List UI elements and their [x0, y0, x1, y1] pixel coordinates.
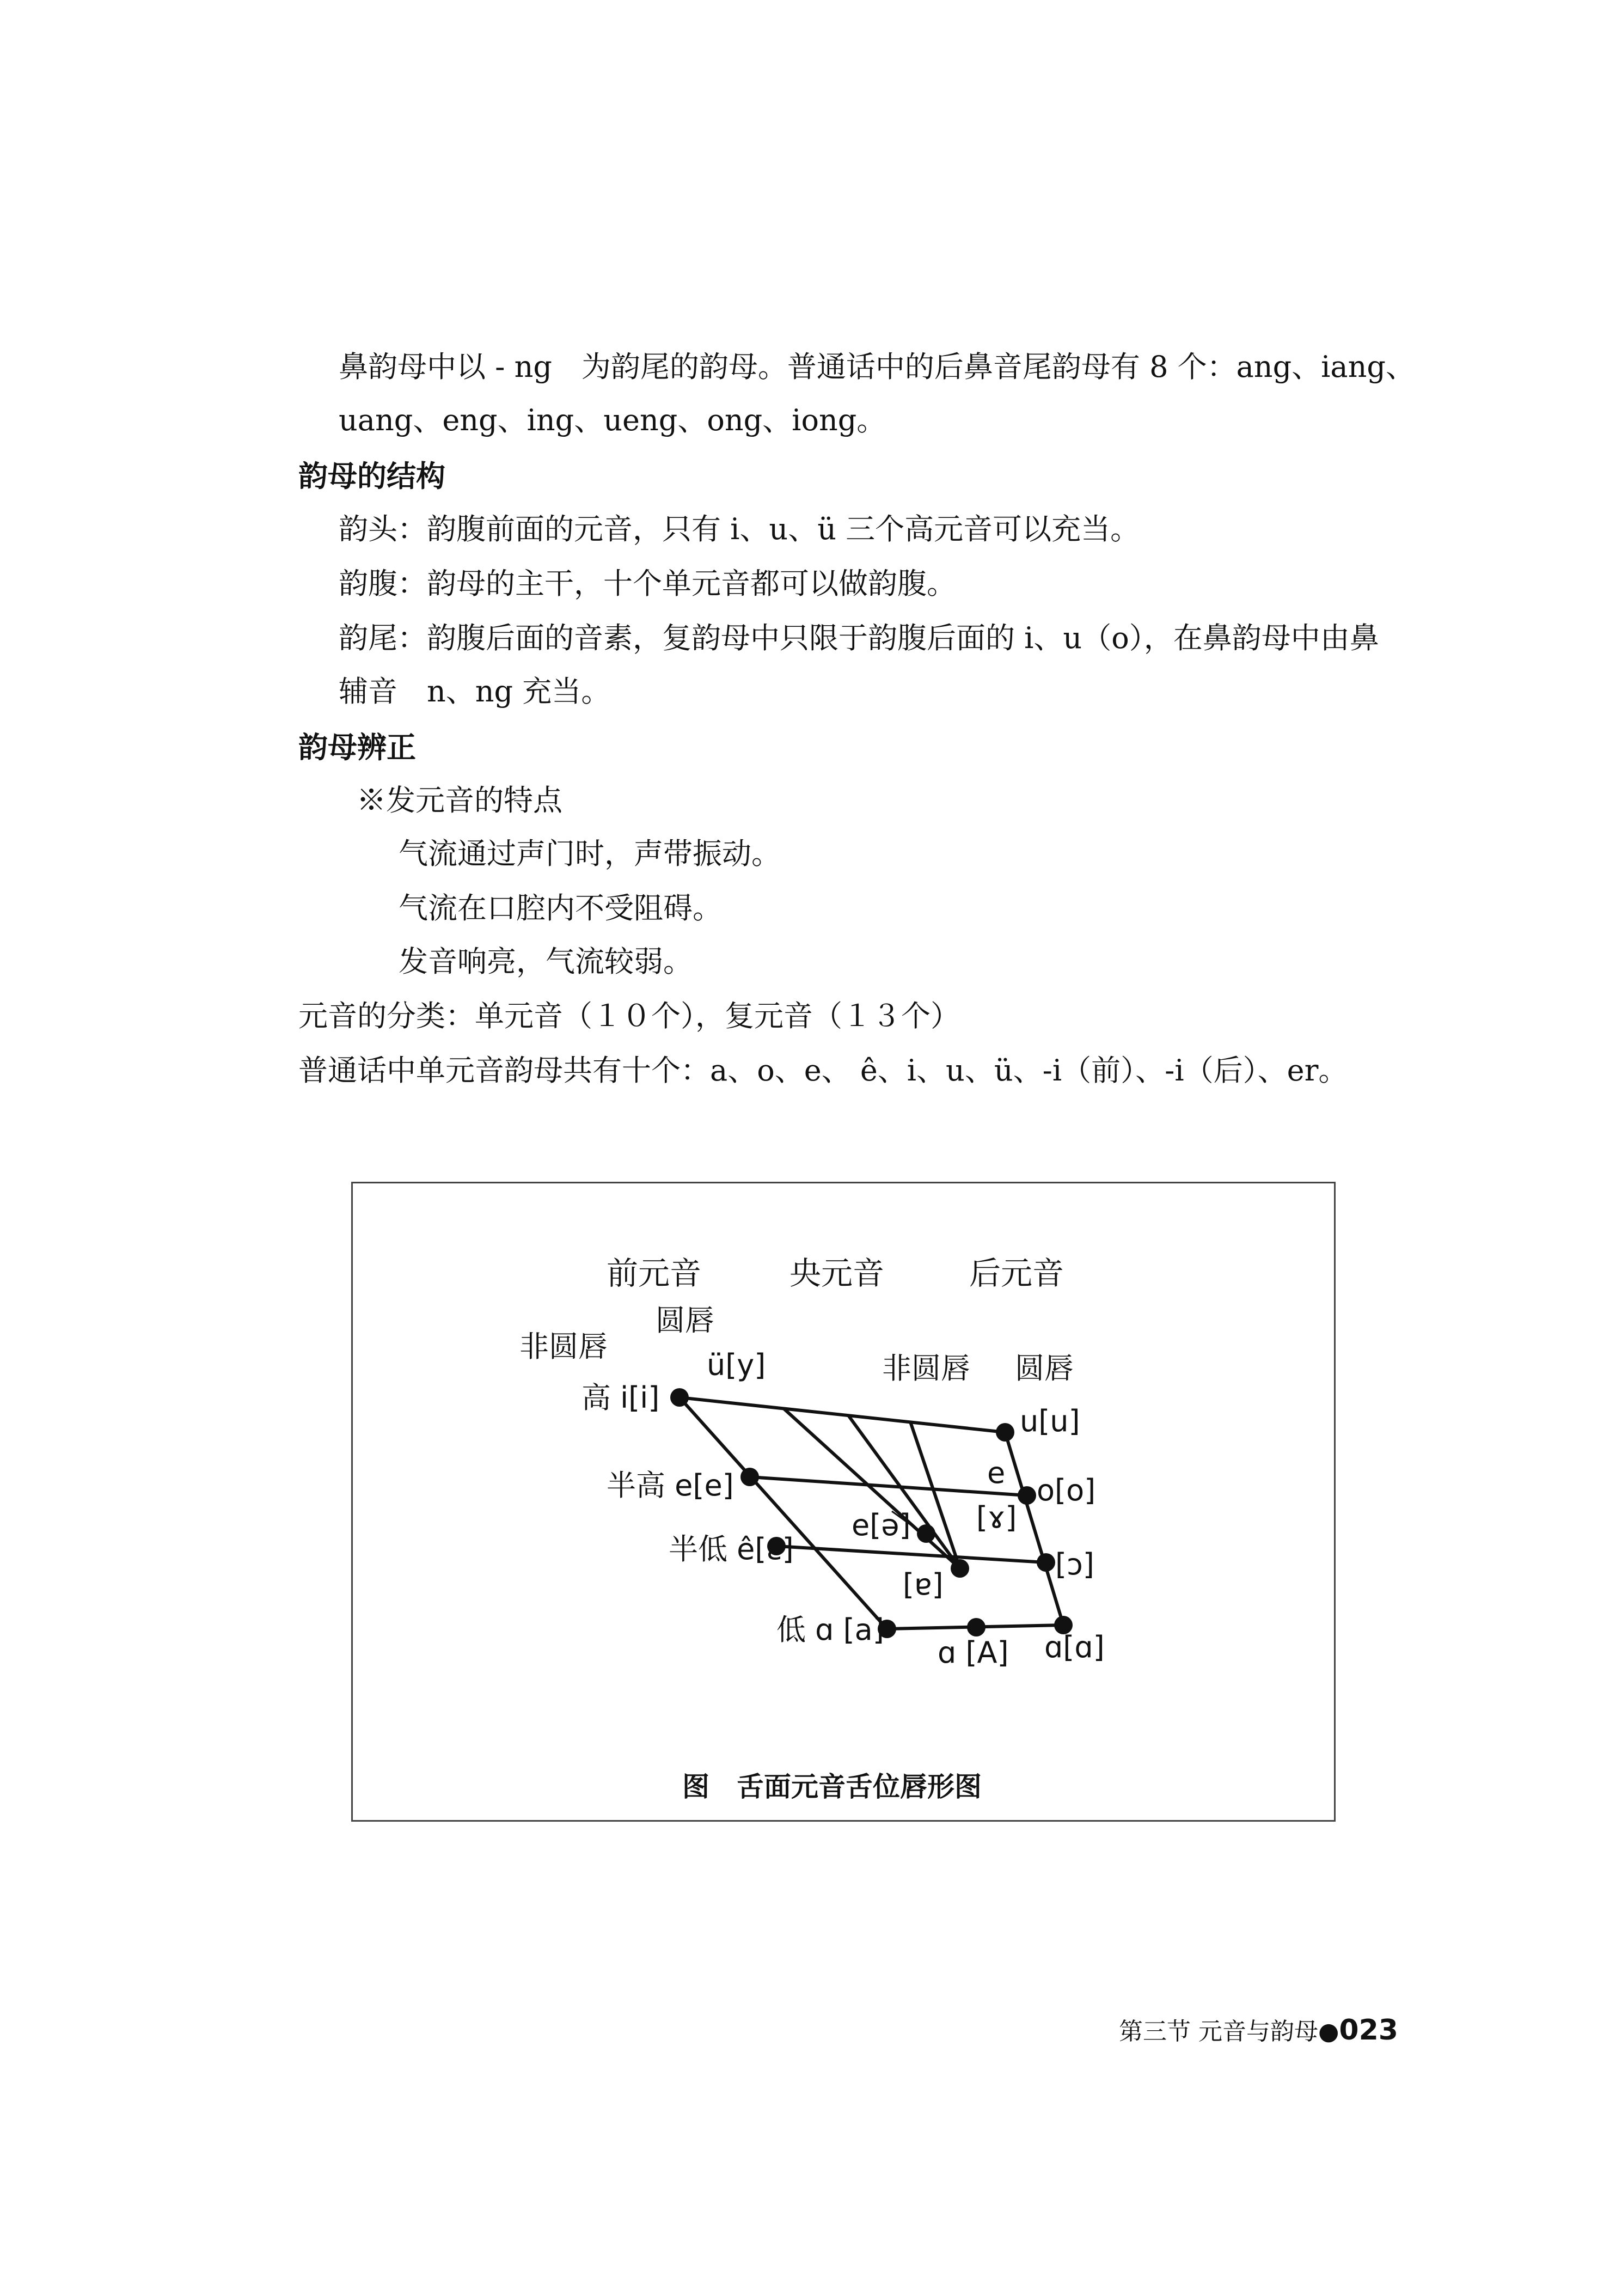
vowel-label: 低 ɑ [a] — [776, 1613, 884, 1647]
vowel-point — [1018, 1486, 1036, 1505]
vowel-label: [ɔ] — [1055, 1547, 1094, 1581]
paragraph-line: 韵腹：韵母的主干，十个单元音都可以做韵腹。 — [339, 566, 956, 601]
label-front-unrounded: 非圆唇 — [519, 1329, 608, 1364]
note-line: 气流在口腔内不受阻碍。 — [399, 891, 722, 925]
note-line: 发音响亮，气流较弱。 — [399, 944, 693, 979]
section-heading: 韵母辨正 — [298, 730, 416, 765]
section-heading: 韵母的结构 — [298, 459, 445, 493]
note-line: 气流通过声门时，声带振动。 — [399, 836, 781, 871]
vowel-label: [ɐ] — [903, 1567, 944, 1602]
vowel-point — [951, 1559, 969, 1578]
vowel-label: ɑ[ɑ] — [1044, 1630, 1105, 1664]
vowel-label: 高 i[i] — [582, 1381, 660, 1415]
vowel-label: o[o] — [1037, 1473, 1096, 1507]
footer-section-title: 第三节 元音与韵母 — [1119, 2018, 1318, 2045]
vowel-label: 半高 e[e] — [607, 1468, 734, 1503]
paragraph-line: 韵尾：韵腹后面的音素，复韵母中只限于韵腹后面的 i、u（o），在鼻韵母中由鼻 — [339, 621, 1379, 655]
vowel-label: e[ə] — [852, 1508, 911, 1542]
page-number: 023 — [1339, 2014, 1398, 2047]
vowel-chart-figure — [351, 1182, 1336, 1822]
label-front-rounded: 圆唇 — [656, 1303, 714, 1338]
chart-line-high — [680, 1397, 1005, 1432]
chart-line-midhigh — [750, 1477, 1027, 1495]
vowel-label: 半低 ê[ε] — [669, 1532, 794, 1566]
paragraph-line: 鼻韵母中以 - ng 为韵尾的韵母。普通话中的后鼻音尾韵母有 8 个：ang、iang、 — [339, 350, 1415, 384]
label-front-vowel: 前元音 — [607, 1255, 702, 1292]
vowel-point — [967, 1618, 986, 1636]
paragraph-line: 韵头：韵腹前面的元音，只有 i、u、ü 三个高元音可以充当。 — [339, 512, 1140, 546]
paragraph-line: uang、eng、ing、ueng、ong、iong。 — [339, 403, 886, 437]
label-back-unrounded: 非圆唇 — [882, 1351, 970, 1385]
note-title: ※发元音的特点 — [357, 783, 562, 817]
figure-caption: 图 舌面元音舌位唇形图 — [682, 1771, 982, 1803]
paragraph-line: 普通话中单元音韵母共有十个：a、o、e、 ê、i、u、ü、-i（前）、-i（后）、er。 — [298, 1053, 1348, 1088]
vowel-point — [740, 1468, 759, 1486]
vowel-point — [917, 1524, 935, 1543]
vowel-label: e — [987, 1456, 1006, 1490]
vowel-label: u[u] — [1020, 1404, 1080, 1438]
label-central-vowel: 央元音 — [789, 1255, 885, 1292]
vowel-label: ü[y] — [707, 1348, 766, 1382]
page-footer — [1119, 2015, 1398, 2047]
vowel-point — [1037, 1553, 1055, 1572]
chart-line-diag — [848, 1415, 960, 1568]
bullet-icon: ● — [1318, 2018, 1339, 2045]
label-back-rounded: 圆唇 — [1015, 1351, 1074, 1385]
vowel-label: [ɤ] — [976, 1500, 1017, 1535]
vowel-diagram — [353, 1183, 1334, 1820]
label-back-vowel: 后元音 — [969, 1255, 1064, 1292]
paragraph-line: 元音的分类：单元音（１０个），复元音（１３个） — [298, 999, 960, 1033]
vowel-point — [670, 1388, 689, 1407]
vowel-point — [996, 1423, 1014, 1442]
paragraph-line: 辅音 n、ng 充当。 — [339, 674, 611, 709]
vowel-label: ɑ [A] — [938, 1635, 1009, 1670]
